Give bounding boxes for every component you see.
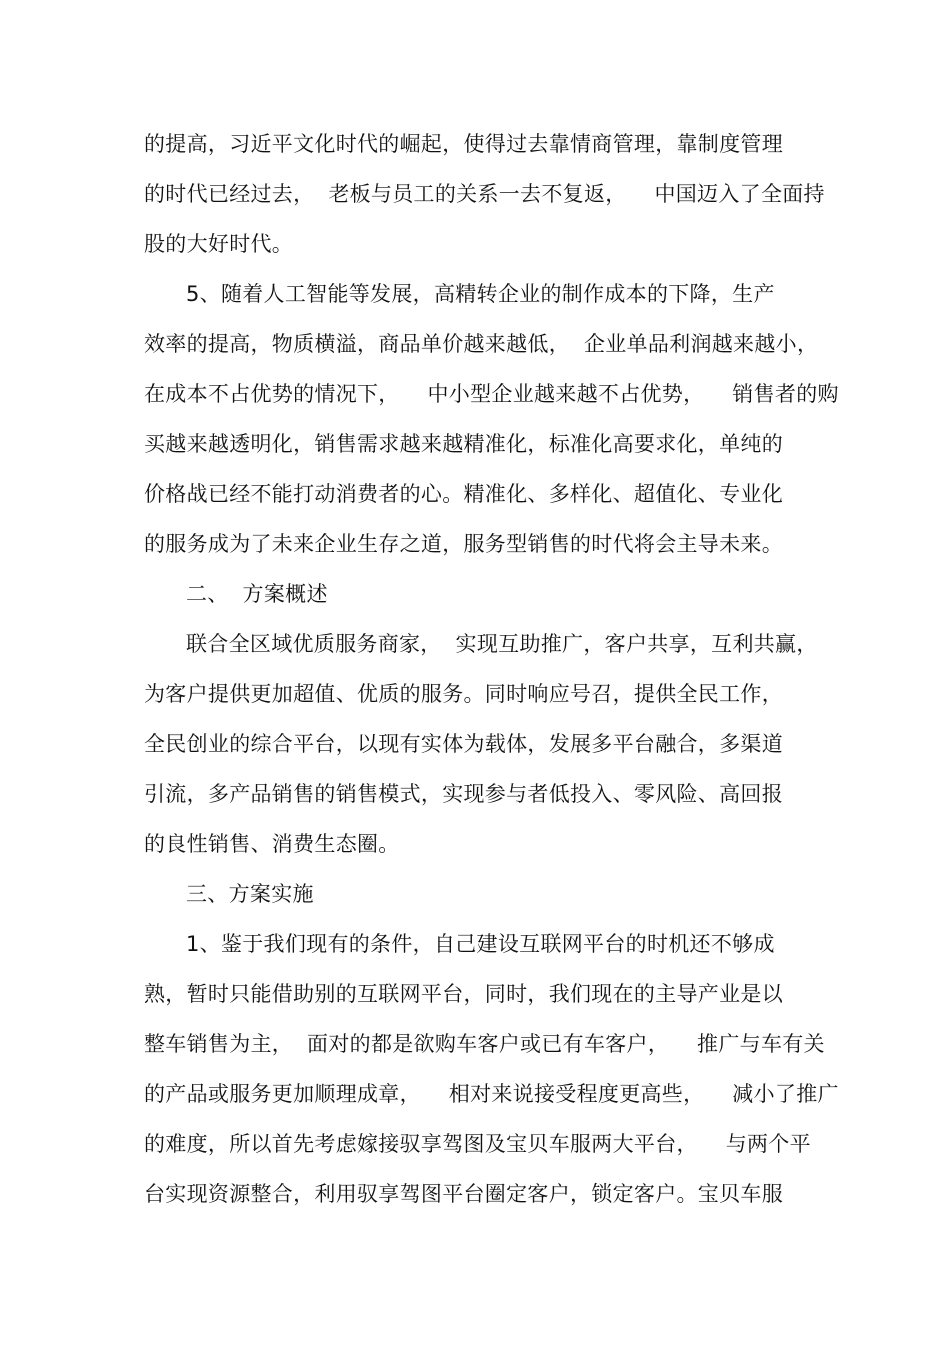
text-line: 全民创业的综合平台，以现有实体为载体，发展多平台融合，多渠道 xyxy=(144,732,783,756)
text-line: 的时代已经过去， 老板与员工的关系一去不复返， 中国迈入了全面持 xyxy=(144,182,825,206)
text-line: 效率的提高，物质横溢，商品单价越来越低， 企业单品利润越来越小， xyxy=(144,332,819,356)
section-heading: 三、方案实施 xyxy=(186,882,314,906)
text-line: 联合全区域优质服务商家， 实现互助推广，客户共享，互利共赢， xyxy=(186,632,818,656)
text-line: 在成本不占优势的情况下， 中小型企业越来越不占优势， 销售者的购 xyxy=(144,382,839,406)
text-line: 的提高，习近平文化时代的崛起，使得过去靠情商管理，靠制度管理 xyxy=(144,132,783,156)
text-line: 的产品或服务更加顺理成章， 相对来说接受程度更高些， 减小了推广 xyxy=(144,1082,839,1106)
text-line: 引流，多产品销售的销售模式，实现参与者低投入、零风险、高回报 xyxy=(144,782,783,806)
text-line: 熟，暂时只能借助别的互联网平台，同时，我们现在的主导产业是以 xyxy=(144,982,783,1006)
text-line: 价格战已经不能打动消费者的心。精准化、多样化、超值化、专业化 xyxy=(144,482,783,506)
text-line: 的服务成为了未来企业生存之道，服务型销售的时代将会主导未来。 xyxy=(144,532,783,556)
section-heading: 二、 方案概述 xyxy=(186,582,328,606)
text-line: 买越来越透明化，销售需求越来越精准化，标准化高要求化，单纯的 xyxy=(144,432,783,456)
text-line: 为客户提供更加超值、优质的服务。同时响应号召，提供全民工作， xyxy=(144,682,783,706)
text-line: 5、随着人工智能等发展，高精转企业的制作成本的下降，生产 xyxy=(186,282,775,306)
text-line: 的难度，所以首先考虑嫁接驭享驾图及宝贝车服两大平台， 与两个平 xyxy=(144,1132,811,1156)
text-line: 的良性销售、消费生态圈。 xyxy=(144,832,400,856)
text-line: 1、鉴于我们现有的条件，自己建设互联网平台的时机还不够成 xyxy=(186,932,775,956)
text-line: 整车销售为主， 面对的都是欲购车客户或已有车客户， 推广与车有关 xyxy=(144,1032,825,1056)
text-line: 股的大好时代。 xyxy=(144,232,294,256)
text-line: 台实现资源整合，利用驭享驾图平台圈定客户，锁定客户。宝贝车服 xyxy=(144,1182,783,1206)
